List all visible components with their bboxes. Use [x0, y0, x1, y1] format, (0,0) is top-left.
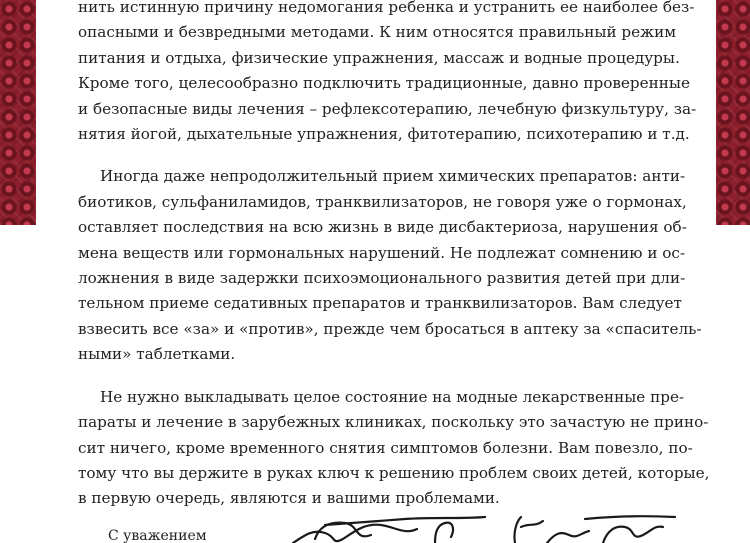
text-line: оставляет последствия на всю жизнь в виде дисбактериоза, нарушения об- [78, 218, 687, 237]
text-line: тому что вы держите в руках ключ к решению проблем своих детей, которые, [78, 463, 710, 482]
text-line: мена веществ или гормональных нарушений. Не подлежат сомнению и ос- [78, 243, 686, 262]
decorative-border-right [716, 0, 750, 225]
text-line: Кроме того, целесообразно подключить традиционные, давно проверенные [78, 74, 690, 93]
text-line: взвесить все «за» и «против», прежде чем бросаться в аптеку за «спаситель- [78, 319, 702, 338]
text-line: сит ничего, кроме временного снятия симптомов болезни. Вам повезло, по- [78, 438, 693, 457]
text-line: нить истинную причину недомогания ребенка и устранить ее наиболее без- [78, 0, 695, 16]
text-line: в первую очередь, являются и вашими проблемами. [78, 489, 500, 508]
paragraph-1 [78, 0, 697, 147]
text-line: нятия йогой, дыхательные упражнения, фитотерапию, психотерапию и т.д. [78, 125, 690, 144]
text-line: ными» таблетками. [78, 345, 236, 364]
decorative-border-left [0, 0, 36, 225]
text-line: ложнения в виде задержки психоэмоционального развития детей при дли- [78, 269, 686, 288]
body-text [78, 0, 710, 529]
text-line: параты и лечение в зарубежных клиниках, поскольку это зачастую не прино- [78, 413, 709, 432]
text-line: и безопасные виды лечения – рефлексотерапию, лечебную физкультуру, за- [78, 99, 697, 118]
paragraph-3 [78, 385, 710, 512]
text-line: Иногда даже непродолжительный прием химических препаратов: анти- [100, 167, 686, 186]
text-line: тельном приеме седативных препаратов и транквилизаторов. Вам следует [78, 294, 682, 313]
closing-salutation: С уважением [108, 528, 207, 543]
handwritten-signature [285, 505, 685, 543]
paragraph-2 [78, 164, 702, 367]
text-line: питания и отдыха, физические упражнения, массаж и водные процедуры. [78, 48, 680, 67]
text-line: Не нужно выкладывать целое состояние на модные лекарственные пре- [100, 387, 685, 406]
text-line: опасными и безвредными методами. К ним относятся правильный режим [78, 23, 677, 42]
text-line: биотиков, сульфаниламидов, транквилизаторов, не говоря уже о гормонах, [78, 192, 687, 211]
